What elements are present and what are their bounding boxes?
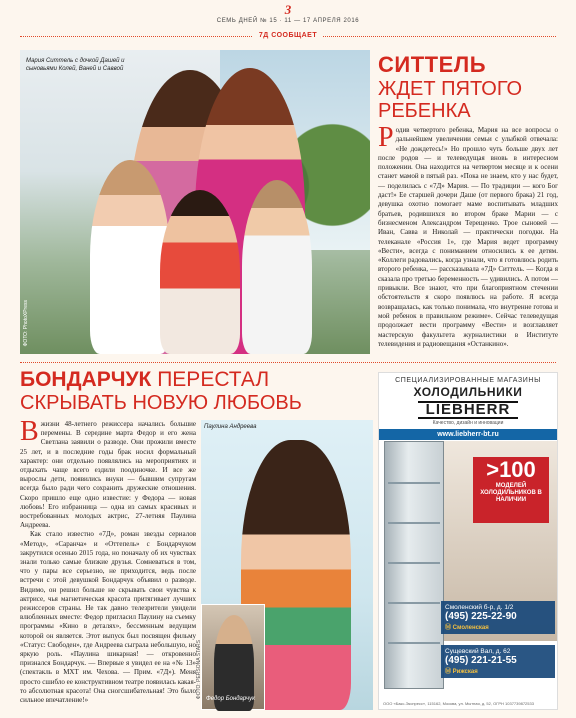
photo-caption: Паулина Андреева xyxy=(204,424,257,430)
section-divider xyxy=(20,362,556,363)
store-1: Смоленский б-р, д. 1/2 (495) 225-22-90 Ⓜ Смоленская xyxy=(441,601,555,634)
ad-line-2: ХОЛОДИЛЬНИКИ xyxy=(413,385,523,399)
inset-photo xyxy=(201,604,265,710)
headline-2-bold: БОНДАРЧУК xyxy=(20,368,152,391)
ad-url[interactable]: www.liebherr-bt.ru xyxy=(379,429,557,440)
headline-1-bold: СИТТЕЛЬ xyxy=(378,52,486,77)
photo-credit: ФОТО: PERSONA STARS xyxy=(196,640,202,700)
store-2-phone[interactable]: (495) 221-21-55 xyxy=(445,655,517,666)
photo-caption: Мария Ситтель с дочкой Дашей и сыновьями Колей, Ваней и Саввой xyxy=(26,58,125,72)
headline-2-line2: СКРЫВАТЬ НОВУЮ ЛЮБОВЬ xyxy=(20,392,302,414)
badge-text: МОДЕЛЕЙ ХОЛОДИЛЬНИКОВ В НАЛИЧИИ xyxy=(480,483,542,503)
headline-2-rest: ПЕРЕСТАЛ xyxy=(151,368,270,391)
article-1-text: одив четвертого ребенка, Мария на все вопросы о дальнейшем увеличении семьи с улыбкой отвечала: «Не дождетесь!» Но прошло чуть больше двух лет после родов — и телеведущая вновь в интересном положении. Она находится на четвертом месяце и к осени станет мамой в пятый раз. «Пока не знаем, кто у нас будет, — поделилась с «7Д» Мария. — По традиции — кого Бог даст!» Ее старшей дочери Даше (от первого брака) 21 год, девушка охотно помогает маме воспитывать младших братьев, родившихся во втором браке Марии — с бизнесменом Александром Терещенко. Трое сыновей — Иван, Савва и Николай — практически погодки. На телеканале «Россия 1», где Мария ведет программу «Вести», всегда с пониманием относились к ее детям. «Коллеги радовались, когда узнали, что я готовлюсь родить второго ребенка, — рассказывала «7Д» Ситтель. — Когда я сказала про третью беременность — удивились. А потом — привыкли. Все знают, что при благоприятном стечении обстоятельств я скоро появлюсь на работе. Я всегда возвращалась, как только понимала, что внутренне готова и мой ребенок в правильном режиме». Сейчас телеведущая продолжает вести программу «Вести» и возглавляет мастерскую факультета журналистики в Институте телевидения и радиовещания «Останкино». xyxy=(378,126,558,348)
rubric-bar xyxy=(20,32,556,48)
page-number: 3 xyxy=(284,2,292,17)
models-badge xyxy=(473,457,549,523)
rubric-label: 7Д СООБЩАЕТ xyxy=(253,32,323,39)
boy-figure xyxy=(242,180,312,354)
metro-icon: Ⓜ Рижская xyxy=(445,669,478,675)
ad-fine-print: ООО «Бакс-Экспресс», 115162, Москва, ул. Мытная, д. 52, ОГРН 1037739872533 xyxy=(383,701,534,706)
fridge-image xyxy=(384,441,444,689)
drop-cap: Р xyxy=(378,122,394,153)
issue-meta: СЕМЬ ДНЕЙ № 15 · 11 — 17 АПРЕЛЯ 2016 xyxy=(216,18,360,24)
ad-slogan: Качество, дизайн и инновации xyxy=(432,420,504,426)
liebherr-ad[interactable] xyxy=(378,372,558,710)
article-2-body: Вжизни 48-летнего режиссера начались большие перемены. В середине марта Федор и его жена Светлана заявили о разводе. Они прожили вместе 25 лет, и в последние годы брак носил формальный характер: они отдельно появлялись на мероприятиях и отдыхать чаще всего ездили поодиночке. И все же вырослы дети, появились внуки — бывшим супругам всегда было ради чего сохранить дружеские отношения. Скоро пришло еще одно известие: у Федора — новая любовь! Его избранница — одна из самых красивых и востребованных молодых актрис, 27-летняя Паулина Андреева. Как стало известно «7Д», роман звезды сериалов «Метод», «Саранча» и «Оттепель» с Бондарчуком закрутился осенью 2015 года, но поначалу об их чувствах знали только самые близкие друзья. Сомневаться в том, что у пары все серьезно, не приходится, ведь после встречи с этой девушкой Бондарчук объявил о разводе. Видимо, он решил больше не скрывать свои чувства к актрисе, чья магнетическая красота притягивает лучших режиссеров страны. Не так давно телезрители увидели влюбленных вместе: Федор пригласил Паулину на съемку программы «Кино в деталях», бессменным ведущим которой он является. Этот выпуск был посвящен фильму «Статус: Свободен», где Андреева сыграла небольшую, но яркую роль. «Паулина шикарная! — откровенно признался Бондарчук. — Впервые я увидел ее на «№ 13» (спектакль в МХТ им. Чехова. — Прим. «7Д»). Меня просто сшибло ее конструктивном театре появилась какая-то абсолютная красота! Она сногсшибательная! Это было сильное впечатление!» xyxy=(20,416,196,705)
boy-figure xyxy=(160,190,240,354)
store-1-phone[interactable]: (495) 225-22-90 xyxy=(445,611,517,622)
liebherr-logo: LIEBHERR xyxy=(418,401,518,419)
metro-icon: Ⓜ Смоленская xyxy=(445,625,489,631)
page-header xyxy=(0,0,576,34)
photo-credit: ФОТО: PhotoXPress xyxy=(23,300,29,347)
drop-cap: В xyxy=(20,416,39,447)
family-photo xyxy=(20,50,370,354)
store-2: Сущевский Вал, д. 62 (495) 221-21-55 Ⓜ Рижская xyxy=(441,645,555,678)
article-1-body xyxy=(378,122,558,349)
headline-2 xyxy=(20,368,269,392)
inset-caption: Федор Бондарчук xyxy=(206,695,255,702)
toddler-figure xyxy=(90,160,170,354)
headline-1-rest: ЖДЕТ ПЯТОГО РЕБЕНКА xyxy=(378,78,523,122)
ad-line-1: СПЕЦИАЛИЗИРОВАННЫЕ МАГАЗИНЫ xyxy=(395,377,541,384)
badge-number: >100 xyxy=(486,457,536,482)
